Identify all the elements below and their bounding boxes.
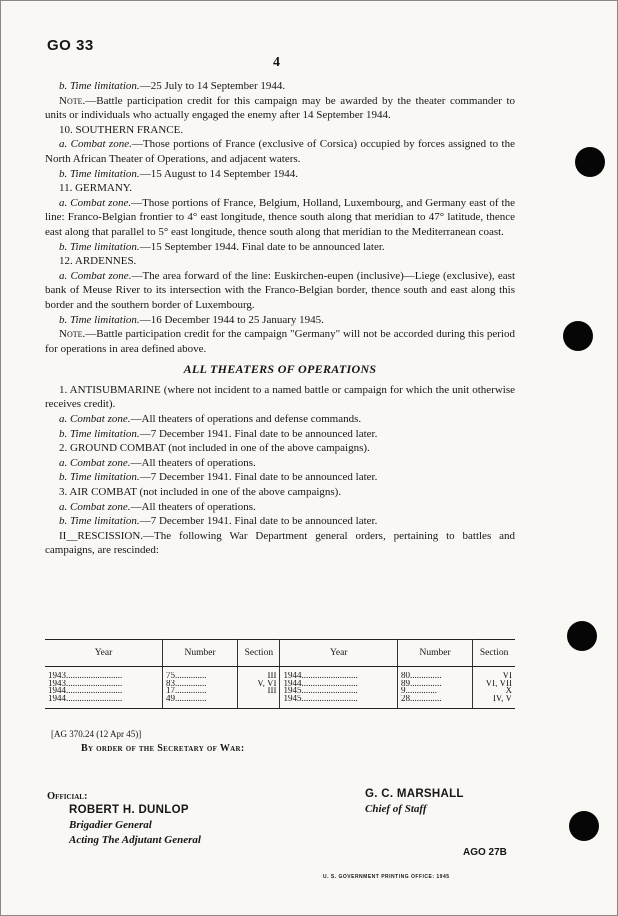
punch-hole: [567, 621, 597, 651]
punch-hole: [569, 811, 599, 841]
subheading: 3. AIR COMBAT (not included in one of the above campaigns).: [59, 486, 342, 499]
paragraph: b. Time limitation.—15 August to 14 September 1944.: [59, 167, 298, 180]
column-header: Year: [280, 640, 398, 667]
printer-imprint: U. S. GOVERNMENT PRINTING OFFICE: 1945: [323, 874, 450, 880]
paragraph: b. Time limitation.—7 December 1941. Final date to be announced later.: [59, 427, 378, 440]
section-heading: ALL THEATERS OF OPERATIONS: [183, 362, 377, 377]
by-order-line: By order of the Secretary of War:: [81, 743, 245, 754]
section-cell: III V, VI III: [238, 667, 280, 709]
signature-block-left: [69, 803, 201, 848]
signatory-name: G. C. MARSHALL: [365, 788, 464, 800]
number-cell: 75.............. 83.............. 17.............. 49..............: [163, 667, 238, 709]
section-cell: VI VI, VII X IV, V: [473, 667, 515, 709]
page-number: 4: [273, 55, 280, 70]
official-label: Official:: [47, 791, 88, 802]
paragraph: a. Combat zone.—Those portions of France, Belgium, Holland, Luxembourg, and Germany east of the line: Franco-Belgian frontier to 4° east longitude, thence south along that meridian to 47° latitude, thence east along that parallel to 5° east longitude, thence south along that meridian to the Mediterranean coast.: [45, 196, 515, 238]
paragraph: II__RESCISSION.—The following War Department general orders, pertaining to battles and campaigns, are rescinded:: [45, 529, 515, 557]
column-header: Number: [163, 640, 238, 667]
signatory-title: Acting The Adjutant General: [69, 834, 201, 846]
paragraph: b. Time limitation.—25 July to 14 September 1944.: [59, 80, 286, 92]
punch-hole: [563, 321, 593, 351]
column-header: Section: [238, 640, 280, 667]
subheading: 11. GERMANY.: [59, 182, 133, 195]
signatory-title: Chief of Staff: [365, 803, 427, 815]
paragraph: a. Combat zone.—Those portions of France (exclusive of Corsica) occupied by forces assigned to the North African Theater of Operations, and adjacent waters.: [45, 138, 515, 165]
form-number: AGO 27B: [463, 847, 507, 858]
paragraph: a. Combat zone.—The area forward of the line: Euskirchen-eupen (inclusive)—Liege (exclusive), east bank of Meuse River to its intersection with the Franco-Belgian border, thence south and east along this border and the southern border of Luxembourg.: [45, 269, 515, 311]
body-text: [45, 79, 515, 558]
paragraph: Note.—Battle participation credit for the campaign "Germany" will not be accorded during this period for operations in area defined above.: [45, 328, 515, 355]
paragraph: b. Time limitation.—7 December 1941. Final date to be announced later.: [59, 471, 378, 484]
signatory-title: Brigadier General: [69, 819, 152, 831]
signature-block-right: [365, 787, 464, 817]
column-header: Section: [473, 640, 515, 667]
paragraph: b. Time limitation.—15 September 1944. Final date to be announced later.: [59, 240, 385, 253]
order-id: GO 33: [47, 37, 94, 54]
paragraph: a. Combat zone.—All theaters of operations.: [59, 500, 256, 513]
subheading: 2. GROUND COMBAT (not included in one of the above campaigns).: [59, 442, 370, 455]
punch-hole: [575, 147, 605, 177]
year-cell: 1944......................... 1944......................... 1945......................... 1945.........................: [280, 667, 398, 709]
file-reference: [AG 370.24 (12 Apr 45)]: [51, 729, 142, 739]
subheading: 1. ANTISUBMARINE (where not incident to a named battle or campaign for which the unit otherwise receives credit).: [45, 383, 515, 411]
column-header: Year: [45, 640, 163, 667]
paragraph: b. Time limitation.—7 December 1941. Final date to be announced later.: [59, 515, 378, 528]
paragraph: a. Combat zone.—All theaters of operations and defense commands.: [59, 413, 362, 426]
number-cell: 80.............. 89.............. 9.............. 28..............: [397, 667, 472, 709]
paragraph: b. Time limitation.—16 December 1944 to 25 January 1945.: [59, 313, 324, 326]
table-row: [45, 667, 515, 709]
signatory-name: ROBERT H. DUNLOP: [69, 804, 189, 816]
paragraph: a. Combat zone.—All theaters of operations.: [59, 456, 256, 469]
year-cell: 1943......................... 1943......................... 1944......................... 1944.........................: [48, 672, 123, 703]
subheading: 10. SOUTHERN FRANCE.: [59, 123, 184, 136]
column-header: Number: [397, 640, 472, 667]
rescinded-orders-table: [45, 639, 515, 709]
subheading: 12. ARDENNES.: [59, 255, 137, 268]
paragraph: Note.—Battle participation credit for this campaign may be awarded by the theater commander to units or individuals who actually engaged the enemy after 14 September 1944.: [45, 94, 515, 122]
